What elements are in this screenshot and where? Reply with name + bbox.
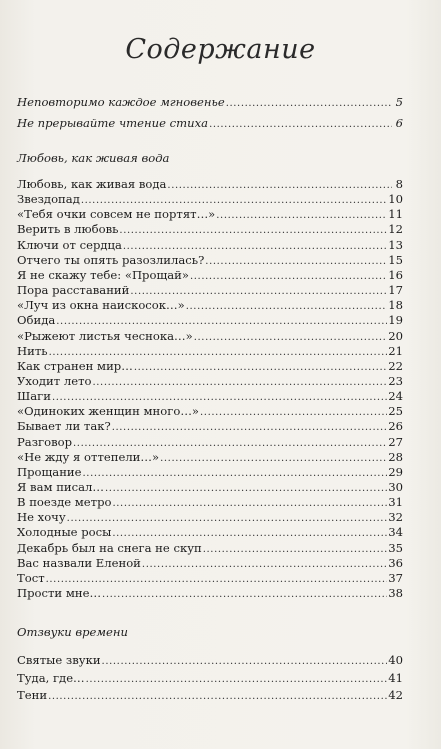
toc-entry-page-number: 38 — [388, 586, 403, 600]
toc-entry — [17, 509, 403, 525]
toc-entry — [17, 206, 403, 222]
toc-entry-page-number: 35 — [388, 541, 403, 555]
toc-entry-title: Любовь, как живая вода — [17, 177, 167, 191]
toc-entry — [17, 494, 403, 510]
toc-entry — [17, 449, 403, 465]
toc-entry-page-number: 15 — [388, 253, 403, 267]
toc-entry-title: Нить — [17, 344, 48, 358]
toc-entry-page-number: 40 — [388, 653, 403, 667]
toc-entry-title: Верить в любовь — [17, 222, 119, 236]
toc-entry — [17, 479, 403, 495]
toc-entry — [17, 652, 403, 668]
toc-entry-page-number: 16 — [388, 268, 403, 282]
toc-entry-page-number: 22 — [388, 359, 403, 373]
toc-entry — [17, 267, 403, 283]
toc-entry-title: «Не жду я оттепели…» — [17, 450, 160, 464]
toc-entry-page-number: 23 — [388, 374, 403, 388]
toc-entry-title: Бывает ли так? — [17, 419, 111, 433]
toc-entry — [17, 687, 403, 703]
toc-entry — [17, 191, 403, 207]
toc-entry-title: Не прерывайте чтение стиха — [17, 116, 209, 130]
toc-entry-page-number: 42 — [388, 688, 403, 702]
toc-entry-page-number: 30 — [388, 480, 403, 494]
toc-entry — [17, 418, 403, 434]
toc-entry — [17, 221, 403, 237]
toc-entry-page-number: 32 — [388, 510, 403, 524]
toc-entry-page-number: 24 — [388, 389, 403, 403]
toc-entry-title: «Рыжеют листья чеснока…» — [17, 329, 193, 343]
toc-entry-title: Тост — [17, 571, 45, 585]
toc-entry-page-number: 10 — [388, 192, 403, 206]
toc-entry — [17, 328, 403, 344]
toc-entry-title: Неповторимо каждое мгновенье — [17, 95, 225, 109]
toc-entry-page-number: 12 — [388, 222, 403, 236]
section-heading: Отзвуки времени — [17, 625, 128, 639]
toc-entry-page-number: 25 — [388, 404, 403, 418]
toc-entry — [17, 570, 403, 586]
toc-entry-page-number: 29 — [388, 465, 403, 479]
toc-entry-title: Я не скажу тебе: «Прощай» — [17, 268, 189, 282]
toc-entry — [17, 358, 403, 374]
toc-entry-page-number: 6 — [395, 116, 403, 130]
toc-entry — [17, 373, 403, 389]
toc-entry-title: Как странен мир… — [17, 359, 133, 373]
section-heading: Любовь, как живая вода — [17, 151, 170, 165]
toc-entry — [17, 403, 403, 419]
toc-entry-title: Уходит лето — [17, 374, 92, 388]
toc-entry — [17, 115, 403, 131]
toc-entry-title: Разговор — [17, 435, 73, 449]
page-title: Содержание — [125, 34, 316, 65]
dot-leader — [102, 654, 388, 670]
toc-entry-title: «Одиноких женщин много…» — [17, 404, 200, 418]
toc-entry-title: Прости мне… — [17, 586, 102, 600]
toc-entry — [17, 94, 403, 110]
toc-entry-page-number: 27 — [388, 435, 403, 449]
dot-leader — [48, 689, 387, 705]
toc-entry-title: Святые звуки — [17, 653, 101, 667]
toc-entry-title: Туда, где… — [17, 671, 85, 685]
toc-entry — [17, 252, 403, 268]
toc-entry — [17, 312, 403, 328]
toc-entry-title: Отчего ты опять разозлилась? — [17, 253, 205, 267]
dot-leader — [86, 672, 388, 688]
dot-leader — [209, 117, 392, 133]
toc-entry-title: Шаги — [17, 389, 51, 403]
toc-entry-title: Тени — [17, 688, 48, 702]
toc-entry — [17, 524, 403, 540]
toc-entry-title: Прощание — [17, 465, 82, 479]
toc-entry — [17, 343, 403, 359]
toc-entry-page-number: 21 — [388, 344, 403, 358]
toc-entry-page-number: 13 — [388, 238, 403, 252]
toc-entry — [17, 388, 403, 404]
toc-entry-title: Обида — [17, 313, 56, 327]
toc-entry-title: Декабрь был на снега не скуп — [17, 541, 202, 555]
toc-entry-title: Вас назвали Еленой — [17, 556, 141, 570]
toc-entry-page-number: 20 — [388, 329, 403, 343]
toc-entry-page-number: 36 — [388, 556, 403, 570]
toc-entry — [17, 585, 403, 601]
toc-entry-title: Холодные росы — [17, 525, 112, 539]
toc-entry-page-number: 8 — [395, 177, 403, 191]
toc-entry — [17, 282, 403, 298]
toc-entry — [17, 670, 403, 686]
dot-leader — [102, 587, 387, 603]
toc-entry — [17, 237, 403, 253]
toc-entry — [17, 297, 403, 313]
toc-entry — [17, 540, 403, 556]
toc-entry — [17, 464, 403, 480]
toc-entry-title: Ключи от сердца — [17, 238, 122, 252]
toc-entry-title: «Тебя очки совсем не портят…» — [17, 207, 216, 221]
toc-entry-title: Я вам писал… — [17, 480, 105, 494]
toc-entry-title: Пора расставаний — [17, 283, 130, 297]
toc-entry-title: Не хочу — [17, 510, 66, 524]
toc-entry-page-number: 28 — [388, 450, 403, 464]
toc-entry-page-number: 11 — [388, 207, 403, 221]
toc-entry-page-number: 34 — [388, 525, 403, 539]
toc-entry-page-number: 5 — [395, 95, 403, 109]
toc-entry-page-number: 18 — [388, 298, 403, 312]
toc-entry-page-number: 31 — [388, 495, 403, 509]
toc-entry-page-number: 19 — [388, 313, 403, 327]
toc-entry — [17, 176, 403, 192]
toc-entry-page-number: 26 — [388, 419, 403, 433]
toc-entry — [17, 555, 403, 571]
toc-entry-title: В поезде метро — [17, 495, 112, 509]
toc-entry-page-number: 17 — [388, 283, 403, 297]
toc-entry-page-number: 37 — [388, 571, 403, 585]
dot-leader — [226, 96, 392, 112]
toc-entry-title: «Луч из окна наискосок…» — [17, 298, 185, 312]
toc-entry — [17, 434, 403, 450]
toc-entry-page-number: 41 — [388, 671, 403, 685]
toc-entry-title: Звездопад — [17, 192, 80, 206]
